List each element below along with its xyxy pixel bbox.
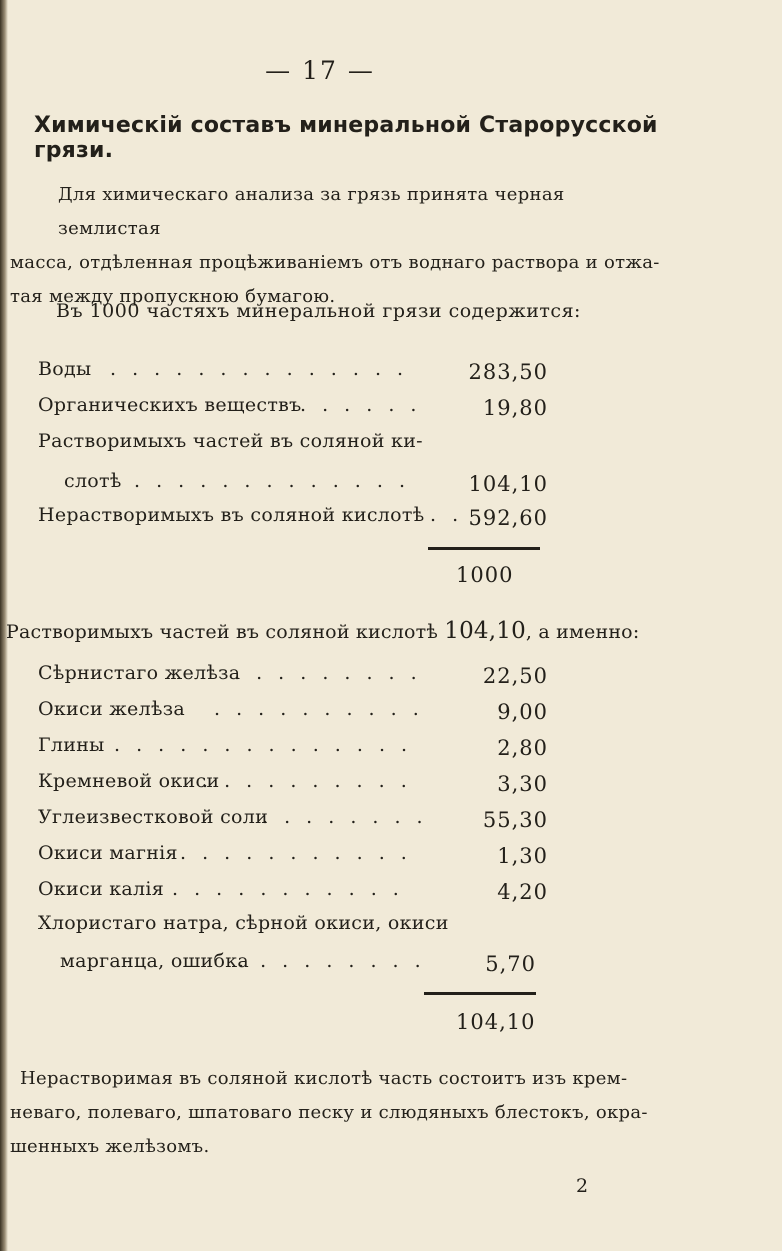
leader-dots: . . . . . . . . . . . . . <box>134 470 410 492</box>
closing-paragraph <box>10 1062 670 1164</box>
paragraph-line: тая между пропускною бумагою. <box>10 286 336 307</box>
table2-row <box>38 878 548 910</box>
row-value: 1,30 <box>497 844 548 868</box>
leader-dots: . . . . . . . . . <box>234 662 422 684</box>
row-label: Нерастворимыхъ въ соляной кислотѣ <box>38 504 425 526</box>
row-label: Глины <box>38 734 105 756</box>
row-value: 55,30 <box>482 808 548 832</box>
table2-row <box>60 950 536 982</box>
row-label: Органическихъ веществъ <box>38 394 302 416</box>
table1-intro: Въ 1000 частяхъ минеральной грязи содержится: <box>56 300 581 322</box>
table2-total: 104,10 <box>456 1010 536 1034</box>
row-label: марганца, ошибка <box>60 950 250 972</box>
table2-row <box>38 912 508 944</box>
row-value: 283,50 <box>468 360 548 384</box>
paragraph-line: Нерастворимая въ соляной кислотѣ часть состоитъ изъ крем- <box>20 1068 628 1089</box>
row-label: Окиси желѣза <box>38 698 185 720</box>
row-label: Хлористаго натра, сѣрной окиси, окиси <box>38 912 449 934</box>
row-value: 2,80 <box>497 736 548 760</box>
leader-dots: . . . . . . . . . . <box>202 770 412 792</box>
row-label: Растворимыхъ частей въ соляной ки- <box>38 430 423 452</box>
leader-dots: . . . . . . . . <box>262 806 428 828</box>
row-label: слотѣ <box>64 470 122 492</box>
leader-dots: . . . . . . . . . . . <box>180 842 412 864</box>
table1-row <box>38 430 548 462</box>
paragraph-line: шенныхъ желѣзомъ. <box>10 1136 210 1157</box>
row-value: 5,70 <box>485 952 536 976</box>
row-value: 592,60 <box>468 506 548 530</box>
intro-tail: , а именно: <box>525 621 640 643</box>
leader-dots: . . . . . . <box>300 394 422 416</box>
leader-dots: . . . . . . . . . . . . . . <box>110 358 409 380</box>
table2-row <box>38 806 548 838</box>
leader-dots: . . . . . . . . . . . <box>172 878 404 900</box>
page-number: — 17 — <box>265 56 375 85</box>
sum-rule <box>424 992 536 995</box>
row-value: 19,80 <box>482 396 548 420</box>
row-value: 4,20 <box>497 880 548 904</box>
table1-row <box>38 358 548 390</box>
row-label: Углеизвестковой соли <box>38 806 269 828</box>
row-label: Сѣрнистаго желѣза <box>38 662 241 684</box>
table1-row <box>64 470 548 502</box>
intro-paragraph <box>10 178 670 314</box>
table2-row <box>38 734 548 766</box>
row-label: Окиси калія <box>38 878 165 900</box>
table1-row <box>38 504 548 536</box>
table2-row <box>38 662 548 694</box>
table2-row <box>38 698 548 730</box>
row-label: Кремневой окиси <box>38 770 220 792</box>
signature-mark: 2 <box>576 1175 589 1197</box>
row-value: 9,00 <box>497 700 548 724</box>
row-value: 104,10 <box>468 472 548 496</box>
paragraph-line: масса, отдѣленная процѣживаніемъ отъ воднаго раствора и отжа- <box>10 252 660 273</box>
sum-rule <box>428 547 540 550</box>
paragraph-line: неваго, полеваго, шпатоваго песку и слюдяныхъ блестокъ, окра- <box>10 1102 648 1123</box>
row-label: Окиси магнія <box>38 842 178 864</box>
table2-row <box>38 770 548 802</box>
leader-dots: . . . . . . . . . . <box>214 698 424 720</box>
intro-text: Растворимыхъ частей въ соляной кислотѣ <box>6 621 438 643</box>
leader-dots: . . . . . . . . . . . . . . <box>114 734 413 756</box>
table2-intro <box>6 618 639 644</box>
leader-dots: . . <box>430 504 464 526</box>
row-value: 22,50 <box>482 664 548 688</box>
row-value: 3,30 <box>497 772 548 796</box>
paragraph-line: Для химическаго анализа за грязь принята черная землистая <box>58 184 565 239</box>
table1-row <box>38 394 548 426</box>
intro-value: 104,10 <box>444 618 526 644</box>
table2-row <box>38 842 548 874</box>
section-heading: Химическій составъ минеральной Старорусской грязи. <box>34 113 658 163</box>
leader-dots: . . . . . . . . . <box>238 950 426 972</box>
row-label: Воды <box>38 358 92 380</box>
table1-total: 1000 <box>456 563 514 587</box>
